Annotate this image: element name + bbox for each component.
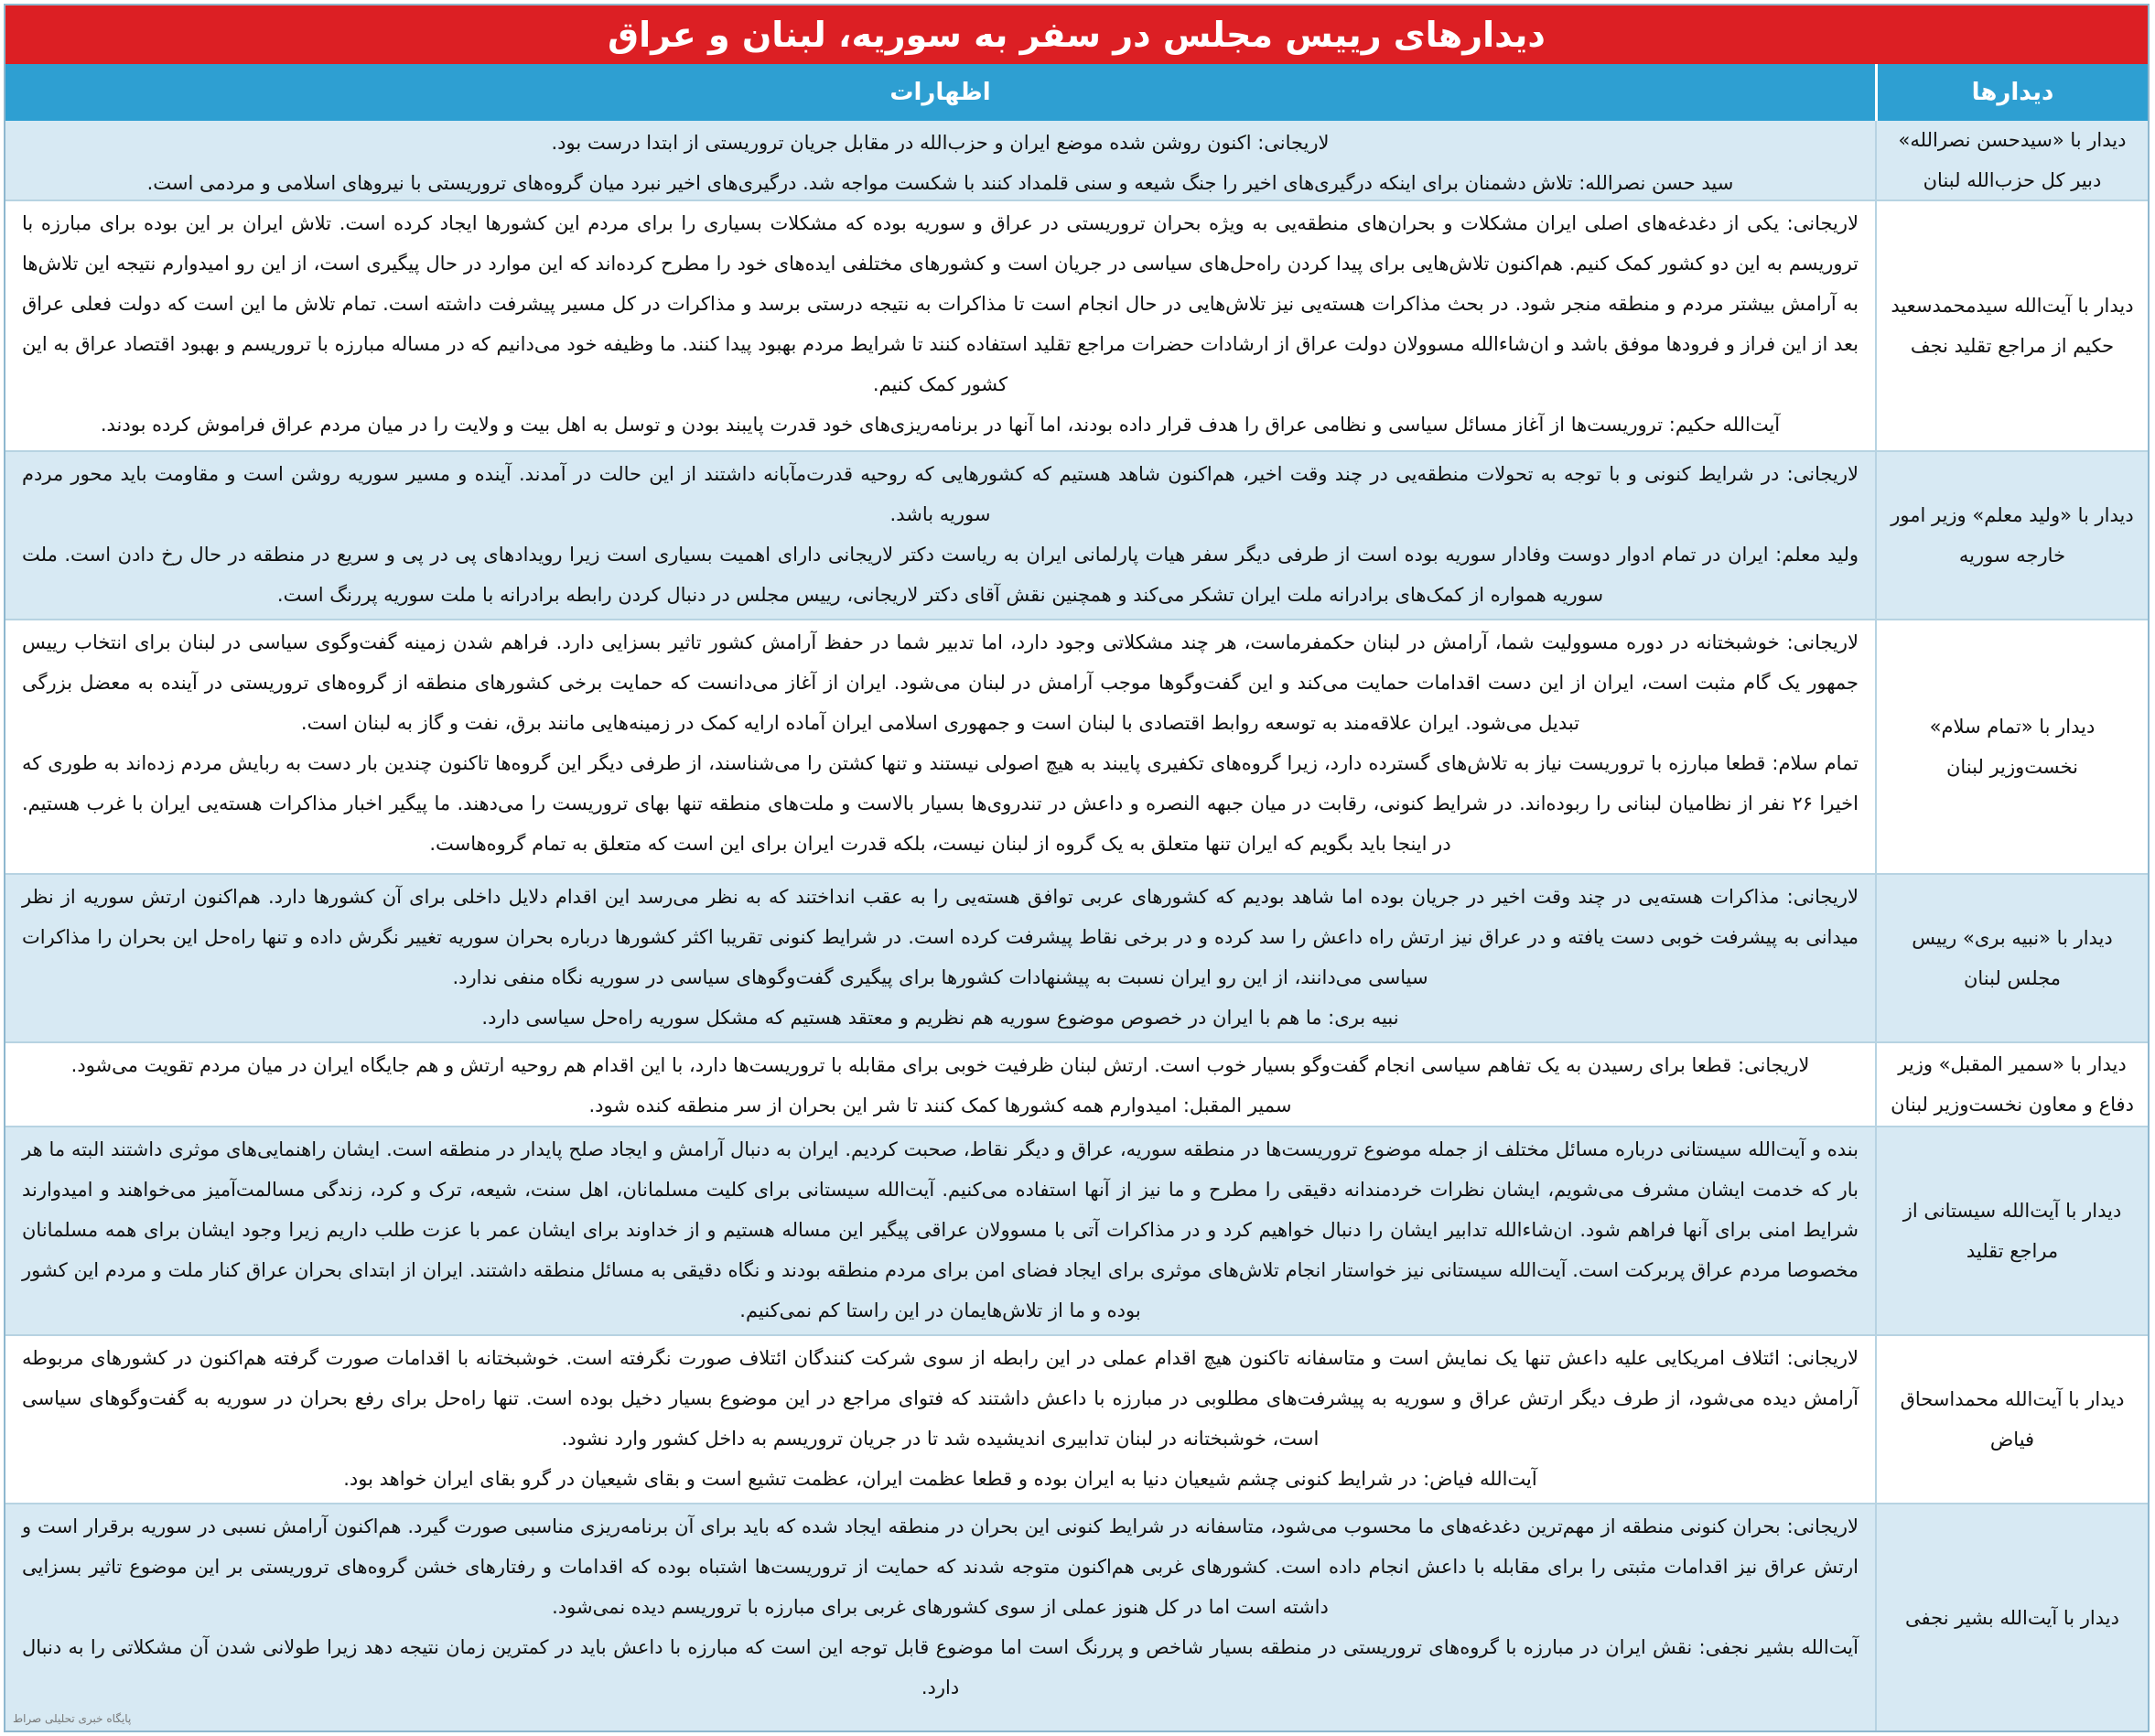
table-row <box>5 452 2148 620</box>
meeting-cell: دیدار با «تمام سلام» نخست‌وزیر لبنان <box>1875 620 2148 873</box>
meeting-cell: دیدار با «سمیر المقبل» وزیر دفاع و معاون نخست‌وزیر لبنان <box>1875 1043 2148 1126</box>
meeting-cell: دیدار با آیت‌الله سیستانی از مراجع تقلید <box>1875 1127 2148 1334</box>
statement: نبیه بری: ما هم با ایران در خصوص موضوع سوریه هم نظریم و معتقد هستیم که مشکل سوریه راه‌حل سیاسی دارد. <box>481 1007 1399 1029</box>
statements-cell <box>5 875 1875 1041</box>
statement: لاریجانی: مذاکرات هسته‌یی در چند وقت اخیر در جریان بوده اما شاهد بودیم که کشورهای عربی توافق هسته‌یی را به عقب انداختند که به نظر می‌رسد این اقدام دلایل داخلی برای آن کشورها دارد. هم‌اکنون ارتش سوریه از نظر میدانی به پیشرفت خوبی دست یافته و در عراق نیز ارتش راه داعش را سد کرده و در برخی نقاط پیشرفت کرده است. در شرایط کنونی تقریبا اکثر کشورها درباره بحران سوریه تغییر نگرش داده و تنها راه‌حل این بحران را مذاکرات سیاسی می‌دانند، از این رو ایران نسبت به پیشنهادات کشورها برای پیگیری گفت‌وگوهای سیاسی در سوریه نگاه منفی ندارد. <box>22 886 1859 988</box>
watermark: پایگاه خبری تحلیلی صراط <box>13 1712 132 1725</box>
meeting-cell: دیدار با آیت‌الله محمداسحاق فیاض <box>1875 1336 2148 1503</box>
table-row <box>5 1043 2148 1127</box>
statement: لاریجانی: ائتلاف امریکایی علیه داعش تنها یک نمایش است و متاسفانه تاکنون هیچ اقدام عملی در این رابطه از سوی شرکت کنندگان ائتلاف صورت نگرفته است. خوشبختانه با اقدامات صورت گرفته هم‌اکنون در کشورهای مربوطه آرامش دیده می‌شود، از طرف دیگر ارتش عراق و سوریه به پیشرفت‌های مطلوبی در مبارزه با داعش داشتند که فتوای مراجع در این موضوع بسیار دخیل بوده است. تنها راه‌حل برای رفع بحران در سوریه به گفت‌وگوهای سیاسی است، خوشبختانه در لبنان تدابیری اندیشیده شد تا در جریان تروریسم به داخل کشور وارد نشود. <box>22 1347 1859 1450</box>
infographic-table <box>4 4 2150 1732</box>
table-row <box>5 121 2148 201</box>
statements-cell <box>5 1043 1875 1126</box>
header-meetings: دیدارها <box>1875 64 2148 121</box>
table-row <box>5 1127 2148 1336</box>
table-body <box>5 121 2148 1731</box>
table-row <box>5 620 2148 875</box>
meeting-cell: دیدار با آیت‌الله سیدمحمدسعید حکیم از مراجع تقلید نجف <box>1875 201 2148 450</box>
meeting-cell: دیدار با «ولید معلم» وزیر امور خارجه سوریه <box>1875 452 2148 619</box>
table-row <box>5 875 2148 1043</box>
statement: سمیر المقبل: امیدوارم همه کشورها کمک کنند تا شر این بحران از سر منطقه کنده شود. <box>588 1094 1292 1116</box>
statement: لاریجانی: قطعا برای رسیدن به یک تفاهم سیاسی انجام گفت‌وگو بسیار خوب است. ارتش لبنان ظرفیت خوبی برای مقابله با تروریست‌ها دارد، با این اقدام هم روحیه ارتش و هم جایگاه ایران در میان مردم تقویت می‌شود. <box>70 1054 1810 1076</box>
statement: تمام سلام: قطعا مبارزه با تروریست نیاز به تلاش‌های گسترده دارد، زیرا گروه‌های تکفیری پایبند به هیچ اصولی نیستند و تنها کشتن را می‌شناسند، از طرفی دیگر این گروه‌ها تاکنون چندین بار دست به ربایش مردم زده‌اند به طوری که اخیرا ۲۶ نفر از نظامیان لبنانی را ربوده‌اند. در شرایط کنونی، رقابت در میان جبهه النصره و داعش در تندروی‌ها بسیار بالاست و ملت‌های منطقه تنها بهای تروریست را می‌دهند. ما پیگیر اخبار مذاکرات هسته‌یی ایران با غرب هستیم. در اینجا باید بگویم که ایران تنها متعلق به یک گروه از لبنان نیست، بلکه قدرت ایران برای این است که متعلق به تمام گروه‌هاست. <box>22 752 1859 855</box>
statements-cell <box>5 452 1875 619</box>
statement: بنده و آیت‌الله سیستانی درباره مسائل مختلف از جمله موضوع تروریست‌ها در منطقه سوریه، عراق و دیگر نقاط، صحبت کردیم. ایران به دنبال آرامش و ایجاد صلح پایدار در منطقه است. ایشان راهنمایی‌های موثری داشتند البته ما هر بار که خدمت ایشان مشرف می‌شویم، ایشان نظرات خردمندانه دقیقی را مطرح و ما نیز از آنها استفاده می‌کنیم. آیت‌الله سیستانی برای کلیت مسلمانان، اهل سنت، شیعه، ترک و کرد، زندگی مسالمت‌آمیز می‌خواهند و امیدوارند شرایط امنی برای آنها فراهم شود. ان‌شاءالله تدابیر ایشان را دنبال خواهیم کرد و در مذاکرات آتی با مسوولان عراقی پیگیر این مساله هستیم و از خداوند برای ایشان عمر با عزت طلب داریم زیرا وجود ایشان برای همه مسلمانان مخصوصا مردم عراق پربرکت است. آیت‌الله سیستانی نیز خواستار انجام تلاش‌های موثری برای ایجاد فضای امن برای مردم منطقه بودند و نگاه دقیقی به مسائل منطقه داشتند. ایران از ابتدای بحران عراق کنار ملت و مردم این کشور بوده و ما از تلاش‌هایمان در این راستا کم نمی‌کنیم. <box>22 1138 1859 1321</box>
statement: ولید معلم: ایران در تمام ادوار دوست وفادار سوریه بوده است از طرفی دیگر سفر هیات پارلمانی ایران به ریاست دکتر لاریجانی دارای اهمیت بسیاری است زیرا رویدادهای پی در پی و سریع در منطقه در حال رخ دادن است. ملت سوریه همواره از کمک‌های برادرانه ملت ایران تشکر می‌کند و همچنین نقش آقای دکتر لاریجانی، رییس مجلس در دنبال کردن رابطه برادرانه با ملت سوریه پررنگ است. <box>22 544 1859 606</box>
header-row <box>5 64 2148 121</box>
statements-cell <box>5 1504 1875 1731</box>
statements-cell <box>5 121 1875 199</box>
header-statements: اظهارات <box>889 79 991 106</box>
statement: لاریجانی: بحران کنونی منطقه از مهم‌ترین دغدغه‌های ما محسوب می‌شود، متاسفانه در شرایط کنونی این بحران در منطقه ایجاد شده که باید برای آن برنامه‌ریزی مناسبی صورت گیرد. هم‌اکنون آرامش نسبی در سوریه برقرار است و ارتش عراق نیز اقدامات مثبتی را برای مقابله با داعش انجام داده است. کشورهای غربی هم‌اکنون متوجه شدند که حمایت از تروریست‌ها اشتباه بوده که اقدامات و رفتارهای خشن گروه‌های تروریستی بر این موضوع تاثیر بسزایی داشته است اما در کل هنوز عملی از سوی کشورهای غربی برای مبارزه با تروریسم دیده نمی‌شود. <box>22 1515 1859 1618</box>
statement: آیت‌الله حکیم: تروریست‌ها از آغاز مسائل سیاسی و نظامی عراق را هدف قرار داده بودند، اما آنها در برنامه‌ریزی‌های خود قدرت پایبند بودن و توسل به اهل بیت و ولایت را در میان مردم عراق فراموش کرده بودند. <box>100 414 1781 436</box>
statement: آیت‌الله بشیر نجفی: نقش ایران در مبارزه با گروه‌های تروریستی در منطقه بسیار شاخص و پررنگ است اما موضوع قابل توجه این است که مبارزه با داعش باید در کمترین زمان نتیجه دهد زیرا طولانی شدن آن مشکلاتی را به دنبال دارد. <box>22 1636 1859 1698</box>
statement: لاریجانی: یکی از دغدغه‌های اصلی ایران مشکلات و بحران‌های منطقه‌یی به ویژه بحران تروریستی در عراق و سوریه بوده که مشکلات بسیاری را برای مردم این کشورها ایجاد کرده است. تلاش ایران بر این بوده برای مبارزه با تروریسم به این دو کشور کمک کنیم. هم‌اکنون تلاش‌هایی برای پیدا کردن راه‌حل‌های سیاسی در جریان است و کشورهای مختلفی ایده‌های خود را مطرح کرده‌اند که این موارد در حال پیگیری است، از این رو امیدوارم نتیجه این تلاش‌ها به آرامش بیشتر مردم و منطقه منجر شود. در بحث مذاکرات هسته‌یی نیز تلاش‌هایی در حال انجام است تا مذاکرات به نتیجه درستی برسد و مذاکرات در کل مسیر پیشرفت داشته است. تمام تلاش ما این است که دولت فعلی عراق بعد از این فراز و فرودها موفق باشد و ان‌شاءالله مسوولان دولت عراق از ارشادات حضرات مراجع تقلید استفاده کنند تا شرایط مردم بهبود پیدا کنند. ما وظیفه خود می‌دانیم که در مساله مبارزه با تروریسم و بهبود اقتصاد عراق به این کشور کمک کنیم. <box>22 212 1859 395</box>
statement: سید حسن نصرالله: تلاش دشمنان برای اینکه درگیری‌های اخیر را جنگ شیعه و سنی قلمداد کنند با شکست مواجه شد. درگیری‌های اخیر نبرد میان گروه‌های تروریستی با نیروهای اسلامی و مردمی است. <box>146 172 1734 194</box>
meeting-cell: دیدار با آیت‌الله بشیر نجفی <box>1875 1504 2148 1731</box>
statement: لاریجانی: اکنون روشن شده موضع ایران و حزب‌الله در مقابل جریان تروریستی از ابتدا درست بود. <box>551 132 1330 154</box>
statement: آیت‌الله فیاض: در شرایط کنونی چشم شیعیان دنیا به ایران بوده و قطعا عظمت ایران، عظمت تشیع است و بقای شیعیان در گرو بقای ایران خواهد بود. <box>343 1468 1537 1490</box>
table-row <box>5 1504 2148 1731</box>
statements-cell <box>5 201 1875 450</box>
statements-cell <box>5 1127 1875 1334</box>
meeting-cell: دیدار با «سیدحسن نصرالله» دبیر کل حزب‌الله لبنان <box>1875 121 2148 199</box>
table-row <box>5 201 2148 452</box>
table-row <box>5 1336 2148 1504</box>
table-title: دیدارهای رییس مجلس در سفر به سوریه، لبنان و عراق <box>5 5 2148 64</box>
statement: لاریجانی: در شرایط کنونی و با توجه به تحولات منطقه‌یی در چند وقت اخیر، هم‌اکنون شاهد هستیم که کشورهایی که روحیه قدرت‌مآبانه داشتند از این حالت در آمدند. آینده و مسیر سوریه روشن است و مقاومت باید محور مردم سوریه باشد. <box>22 463 1859 525</box>
statements-cell <box>5 1336 1875 1503</box>
statement: لاریجانی: خوشبختانه در دوره مسوولیت شما، آرامش در لبنان حکمفرماست، هر چند مشکلاتی وجود دارد، اما تدبیر شما در حفظ آرامش کشور تاثیر بسزایی دارد. فراهم شدن زمینه گفت‌وگوی سیاسی در لبنان برای انتخاب رییس جمهور یک گام مثبت است، ایران از این دست اقدامات حمایت می‌کند و این گفت‌وگوها موجب آرامش در لبنان می‌شود. ایران از آغاز می‌دانست که حمایت برخی کشورهای منطقه از گروه‌های تروریستی در آینده به معضل بزرگی تبدیل می‌شود. ایران علاقه‌مند به توسعه روابط اقتصادی با لبنان است و جمهوری اسلامی ایران آماده ارایه کمک در زمینه‌هایی مانند برق، نفت و گاز به لبنان است. <box>22 631 1859 734</box>
meeting-cell: دیدار با «نبیه بری» رییس مجلس لبنان <box>1875 875 2148 1041</box>
statements-cell <box>5 620 1875 873</box>
